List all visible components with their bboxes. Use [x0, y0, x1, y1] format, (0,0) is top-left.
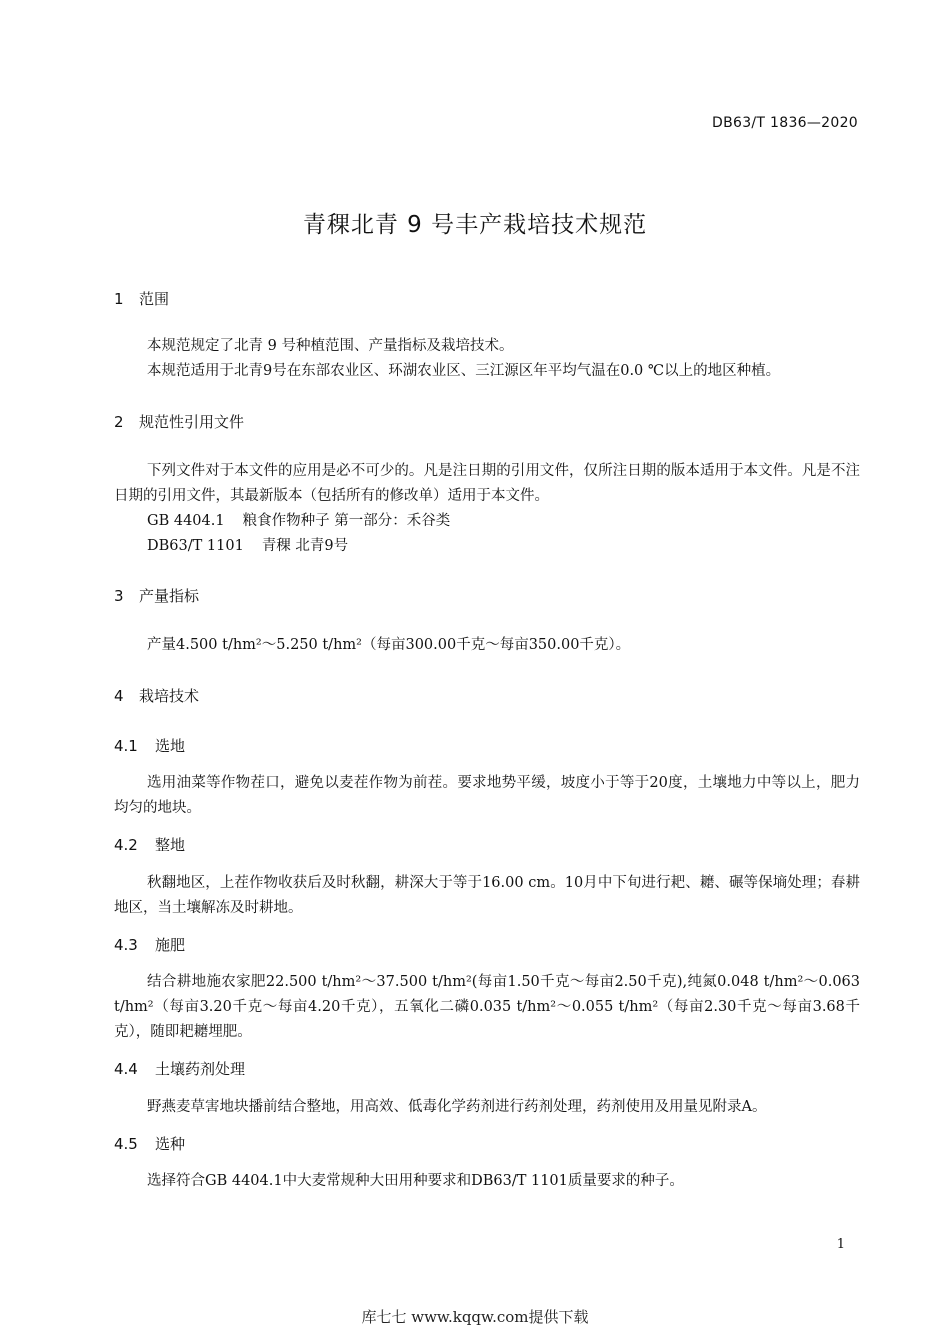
section-heading-1 [114, 288, 169, 310]
section-body-4-4 [114, 1095, 860, 1120]
section-body-3 [114, 633, 860, 658]
reference-title: 粮食作物种子 第一部分：禾谷类 [242, 513, 451, 529]
section-title: 整地 [155, 836, 186, 854]
footer-watermark: 库七七 www.kqqw.com提供下载 [361, 1308, 589, 1326]
section-title: 范围 [139, 290, 170, 308]
paragraph: 结合耕地施农家肥22.500 t/hm²～37.500 t/hm²(每亩1.50千克～每亩2.50千克),纯氮0.048 t/hm²～0.063 t/hm²（每亩3.20千克～每亩4.20千克），五氧化二磷0.035 t/hm²～0.055 t/hm²（每亩2.30千克～每亩3.68千克），随即耙耱埋肥。 [114, 974, 860, 1040]
section-title: 栽培技术 [139, 687, 200, 705]
section-title: 土壤药剂处理 [155, 1060, 246, 1078]
section-body-2 [114, 459, 860, 559]
section-number: 4.1 [114, 737, 138, 755]
section-title: 产量指标 [139, 587, 200, 605]
subsection-heading-4-4 [114, 1058, 245, 1080]
section-number: 4.3 [114, 936, 138, 954]
section-body-4-1 [114, 771, 860, 821]
subsection-heading-4-5 [114, 1133, 185, 1155]
reference-item [114, 534, 860, 559]
section-body-4-3 [114, 970, 860, 1045]
page-number: 1 [836, 1237, 845, 1252]
reference-title: 青稞 北青9号 [261, 538, 349, 554]
section-number: 4.5 [114, 1135, 138, 1153]
paragraph: 下列文件对于本文件的应用是必不可少的。凡是注日期的引用文件，仅所注日期的版本适用于本文件。凡是不注日期的引用文件，其最新版本（包括所有的修改单）适用于本文件。 [114, 463, 860, 504]
section-number: 2 [114, 413, 124, 431]
section-number: 3 [114, 587, 124, 605]
subsection-heading-4-1 [114, 735, 185, 757]
section-title: 施肥 [155, 936, 186, 954]
reference-code: GB 4404.1 [147, 513, 225, 529]
section-number: 1 [114, 290, 124, 308]
reference-code: DB63/T 1101 [147, 538, 244, 554]
paragraph: 秋翻地区，上茬作物收获后及时秋翻，耕深大于等于16.00 cm。10月中下旬进行耙、耱、碾等保墒处理；春耕地区，当土壤解冻及时耕地。 [114, 875, 860, 916]
paragraph: 产量4.500 t/hm²～5.250 t/hm²（每亩300.00千克～每亩350.00千克）。 [147, 637, 631, 653]
section-number: 4.4 [114, 1060, 138, 1078]
paragraph: 本规范适用于北青9号在东部农业区、环湖农业区、三江源区年平均气温在0.0 ℃以上的地区种植。 [147, 363, 781, 379]
subsection-heading-4-3 [114, 934, 185, 956]
section-title: 规范性引用文件 [139, 413, 245, 431]
section-number: 4.2 [114, 836, 138, 854]
paragraph: 选择符合GB 4404.1中大麦常规种大田用种要求和DB63/T 1101质量要求的种子。 [147, 1173, 684, 1189]
section-body-1 [114, 334, 860, 384]
section-title: 选种 [155, 1135, 186, 1153]
reference-item [114, 509, 860, 534]
paragraph: 选用油菜等作物茬口，避免以麦茬作物为前茬。要求地势平缓，坡度小于等于20度，土壤地力中等以上，肥力均匀的地块。 [114, 775, 860, 816]
section-heading-4 [114, 685, 199, 707]
section-number: 4 [114, 687, 124, 705]
standard-code: DB63/T 1836—2020 [712, 115, 858, 131]
section-title: 选地 [155, 737, 186, 755]
section-heading-2 [114, 411, 244, 433]
document-title: 青稞北青 9 号丰产栽培技术规范 [302, 212, 648, 238]
section-body-4-2 [114, 871, 860, 921]
paragraph: 野燕麦草害地块播前结合整地，用高效、低毒化学药剂进行药剂处理，药剂使用及用量见附录A。 [147, 1099, 767, 1115]
section-heading-3 [114, 585, 199, 607]
subsection-heading-4-2 [114, 834, 185, 856]
section-body-4-5 [114, 1169, 860, 1194]
paragraph: 本规范规定了北青 9 号种植范围、产量指标及栽培技术。 [147, 338, 514, 354]
